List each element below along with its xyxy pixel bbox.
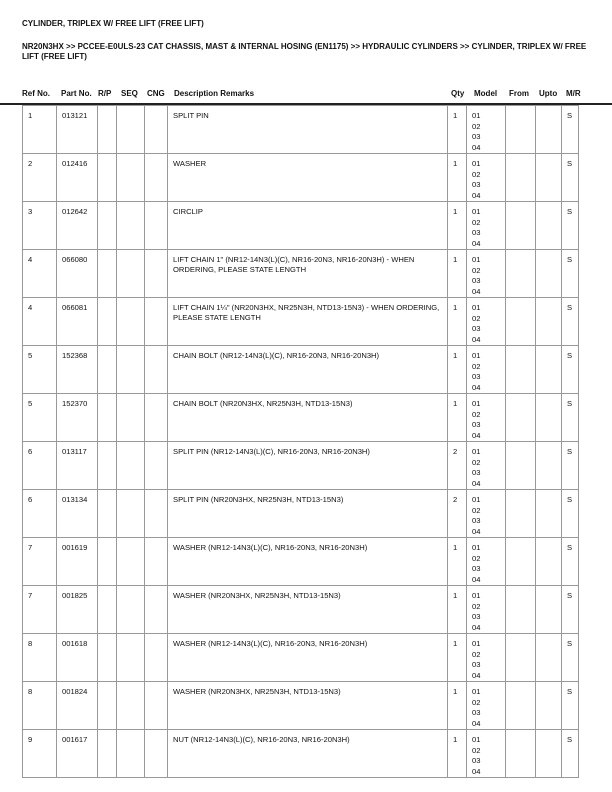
model-cell: 01 02 03 04 xyxy=(467,202,506,250)
seq-cell xyxy=(117,586,145,634)
table-row xyxy=(23,586,579,634)
ref-cell: 5 xyxy=(23,394,57,442)
rp-cell xyxy=(98,250,117,298)
model-cell: 01 02 03 04 xyxy=(467,106,506,154)
part-no-cell: 066081 xyxy=(57,298,98,346)
header-model: Model xyxy=(474,89,498,98)
upto-cell xyxy=(536,106,562,154)
qty-cell: 1 xyxy=(448,730,467,778)
cng-cell xyxy=(145,730,168,778)
cng-cell xyxy=(145,154,168,202)
header-mr: M/R xyxy=(566,89,581,98)
mr-cell: S xyxy=(562,730,579,778)
model-cell: 01 02 03 04 xyxy=(467,442,506,490)
header-qty: Qty xyxy=(451,89,465,98)
rp-cell xyxy=(98,154,117,202)
cng-cell xyxy=(145,634,168,682)
mr-cell: S xyxy=(562,298,579,346)
ref-cell: 2 xyxy=(23,154,57,202)
qty-cell: 1 xyxy=(448,634,467,682)
cng-cell xyxy=(145,586,168,634)
header-rp: R/P xyxy=(98,89,112,98)
ref-cell: 5 xyxy=(23,346,57,394)
table-row xyxy=(23,682,579,730)
qty-cell: 1 xyxy=(448,586,467,634)
table-row xyxy=(23,346,579,394)
rp-cell xyxy=(98,730,117,778)
rp-cell xyxy=(98,490,117,538)
table-row xyxy=(23,442,579,490)
ref-cell: 6 xyxy=(23,490,57,538)
qty-cell: 2 xyxy=(448,490,467,538)
seq-cell xyxy=(117,298,145,346)
part-no-cell: 012642 xyxy=(57,202,98,250)
rp-cell xyxy=(98,538,117,586)
ref-cell: 8 xyxy=(23,682,57,730)
seq-cell xyxy=(117,730,145,778)
seq-cell xyxy=(117,250,145,298)
mr-cell: S xyxy=(562,154,579,202)
part-no-cell: 066080 xyxy=(57,250,98,298)
ref-cell: 7 xyxy=(23,538,57,586)
qty-cell: 1 xyxy=(448,682,467,730)
qty-cell: 1 xyxy=(448,202,467,250)
page-title: CYLINDER, TRIPLEX W/ FREE LIFT (FREE LIFT) xyxy=(22,19,204,28)
upto-cell xyxy=(536,346,562,394)
ref-cell: 7 xyxy=(23,586,57,634)
description-cell: WASHER (NR12-14N3(L)(C), NR16-20N3, NR16-20N3H) xyxy=(168,634,448,682)
cng-cell xyxy=(145,202,168,250)
mr-cell: S xyxy=(562,394,579,442)
model-cell: 01 02 03 04 xyxy=(467,250,506,298)
cng-cell xyxy=(145,106,168,154)
header-part: Part No. xyxy=(61,89,92,98)
part-no-cell: 001617 xyxy=(57,730,98,778)
from-cell xyxy=(506,442,536,490)
from-cell xyxy=(506,634,536,682)
from-cell xyxy=(506,682,536,730)
description-cell: SPLIT PIN xyxy=(168,106,448,154)
ref-cell: 4 xyxy=(23,250,57,298)
cng-cell xyxy=(145,442,168,490)
rp-cell xyxy=(98,394,117,442)
seq-cell xyxy=(117,394,145,442)
table-row xyxy=(23,202,579,250)
mr-cell: S xyxy=(562,106,579,154)
rp-cell xyxy=(98,682,117,730)
from-cell xyxy=(506,538,536,586)
model-cell: 01 02 03 04 xyxy=(467,730,506,778)
mr-cell: S xyxy=(562,586,579,634)
rp-cell xyxy=(98,106,117,154)
header-seq: SEQ xyxy=(121,89,138,98)
seq-cell xyxy=(117,682,145,730)
model-cell: 01 02 03 04 xyxy=(467,538,506,586)
part-no-cell: 012416 xyxy=(57,154,98,202)
cng-cell xyxy=(145,250,168,298)
qty-cell: 1 xyxy=(448,154,467,202)
cng-cell xyxy=(145,538,168,586)
upto-cell xyxy=(536,538,562,586)
rp-cell xyxy=(98,586,117,634)
model-cell: 01 02 03 04 xyxy=(467,154,506,202)
header-desc: Description Remarks xyxy=(174,89,255,98)
upto-cell xyxy=(536,154,562,202)
model-cell: 01 02 03 04 xyxy=(467,394,506,442)
header-upto: Upto xyxy=(539,89,558,98)
description-cell: WASHER (NR20N3HX, NR25N3H, NTD13-15N3) xyxy=(168,682,448,730)
qty-cell: 1 xyxy=(448,106,467,154)
model-cell: 01 02 03 04 xyxy=(467,346,506,394)
model-cell: 01 02 03 04 xyxy=(467,634,506,682)
ref-cell: 4 xyxy=(23,298,57,346)
part-no-cell: 001619 xyxy=(57,538,98,586)
mr-cell: S xyxy=(562,634,579,682)
table-header xyxy=(0,89,612,103)
from-cell xyxy=(506,250,536,298)
mr-cell: S xyxy=(562,202,579,250)
header-from: From xyxy=(509,89,529,98)
mr-cell: S xyxy=(562,538,579,586)
table-row xyxy=(23,490,579,538)
upto-cell xyxy=(536,682,562,730)
from-cell xyxy=(506,154,536,202)
header-ref: Ref No. xyxy=(22,89,50,98)
description-cell: WASHER (NR12-14N3(L)(C), NR16-20N3, NR16-20N3H) xyxy=(168,538,448,586)
mr-cell: S xyxy=(562,490,579,538)
mr-cell: S xyxy=(562,346,579,394)
upto-cell xyxy=(536,634,562,682)
description-cell: SPLIT PIN (NR20N3HX, NR25N3H, NTD13-15N3) xyxy=(168,490,448,538)
table-row xyxy=(23,154,579,202)
cng-cell xyxy=(145,394,168,442)
from-cell xyxy=(506,394,536,442)
ref-cell: 1 xyxy=(23,106,57,154)
seq-cell xyxy=(117,106,145,154)
rp-cell xyxy=(98,442,117,490)
qty-cell: 1 xyxy=(448,298,467,346)
part-no-cell: 152368 xyxy=(57,346,98,394)
description-cell: NUT (NR12-14N3(L)(C), NR16-20N3, NR16-20N3H) xyxy=(168,730,448,778)
cng-cell xyxy=(145,298,168,346)
ref-cell: 6 xyxy=(23,442,57,490)
table-row xyxy=(23,730,579,778)
part-no-cell: 013117 xyxy=(57,442,98,490)
rp-cell xyxy=(98,298,117,346)
upto-cell xyxy=(536,298,562,346)
from-cell xyxy=(506,346,536,394)
upto-cell xyxy=(536,586,562,634)
from-cell xyxy=(506,730,536,778)
table-row xyxy=(23,250,579,298)
part-no-cell: 001618 xyxy=(57,634,98,682)
upto-cell xyxy=(536,730,562,778)
seq-cell xyxy=(117,442,145,490)
description-cell: LIFT CHAIN 1¼" (NR20N3HX, NR25N3H, NTD13-15N3) - WHEN ORDERING, PLEASE STATE LENGTH xyxy=(168,298,448,346)
qty-cell: 1 xyxy=(448,250,467,298)
from-cell xyxy=(506,202,536,250)
header-cng: CNG xyxy=(147,89,165,98)
parts-table xyxy=(22,105,579,778)
part-no-cell: 013134 xyxy=(57,490,98,538)
seq-cell xyxy=(117,538,145,586)
upto-cell xyxy=(536,202,562,250)
description-cell: WASHER (NR20N3HX, NR25N3H, NTD13-15N3) xyxy=(168,586,448,634)
part-no-cell: 001824 xyxy=(57,682,98,730)
from-cell xyxy=(506,106,536,154)
description-cell: CHAIN BOLT (NR20N3HX, NR25N3H, NTD13-15N3) xyxy=(168,394,448,442)
qty-cell: 1 xyxy=(448,346,467,394)
mr-cell: S xyxy=(562,682,579,730)
seq-cell xyxy=(117,202,145,250)
qty-cell: 2 xyxy=(448,442,467,490)
table-row xyxy=(23,298,579,346)
seq-cell xyxy=(117,154,145,202)
model-cell: 01 02 03 04 xyxy=(467,298,506,346)
ref-cell: 9 xyxy=(23,730,57,778)
seq-cell xyxy=(117,346,145,394)
table-row xyxy=(23,634,579,682)
model-cell: 01 02 03 04 xyxy=(467,682,506,730)
mr-cell: S xyxy=(562,442,579,490)
upto-cell xyxy=(536,394,562,442)
table-row xyxy=(23,106,579,154)
upto-cell xyxy=(536,490,562,538)
table-row xyxy=(23,394,579,442)
cng-cell xyxy=(145,346,168,394)
ref-cell: 8 xyxy=(23,634,57,682)
part-no-cell: 013121 xyxy=(57,106,98,154)
from-cell xyxy=(506,586,536,634)
cng-cell xyxy=(145,490,168,538)
description-cell: CIRCLIP xyxy=(168,202,448,250)
table-row xyxy=(23,538,579,586)
upto-cell xyxy=(536,442,562,490)
description-cell: LIFT CHAIN 1" (NR12-14N3(L)(C), NR16-20N3, NR16-20N3H) - WHEN ORDERING, PLEASE STATE LENGTH xyxy=(168,250,448,298)
part-no-cell: 001825 xyxy=(57,586,98,634)
upto-cell xyxy=(536,250,562,298)
seq-cell xyxy=(117,634,145,682)
description-cell: SPLIT PIN (NR12-14N3(L)(C), NR16-20N3, NR16-20N3H) xyxy=(168,442,448,490)
model-cell: 01 02 03 04 xyxy=(467,490,506,538)
rp-cell xyxy=(98,346,117,394)
rp-cell xyxy=(98,634,117,682)
description-cell: WASHER xyxy=(168,154,448,202)
seq-cell xyxy=(117,490,145,538)
breadcrumb: NR20N3HX >> PCCEE-E0ULS-23 CAT CHASSIS, MAST & INTERNAL HOSING (EN1175) >> HYDRAULIC CYLINDERS >> CYLINDER, TRIPLEX W/ FREE LIFT (FREE LIFT) xyxy=(22,42,587,61)
qty-cell: 1 xyxy=(448,538,467,586)
from-cell xyxy=(506,490,536,538)
ref-cell: 3 xyxy=(23,202,57,250)
rp-cell xyxy=(98,202,117,250)
mr-cell: S xyxy=(562,250,579,298)
description-cell: CHAIN BOLT (NR12-14N3(L)(C), NR16-20N3, NR16-20N3H) xyxy=(168,346,448,394)
qty-cell: 1 xyxy=(448,394,467,442)
cng-cell xyxy=(145,682,168,730)
model-cell: 01 02 03 04 xyxy=(467,586,506,634)
from-cell xyxy=(506,298,536,346)
part-no-cell: 152370 xyxy=(57,394,98,442)
